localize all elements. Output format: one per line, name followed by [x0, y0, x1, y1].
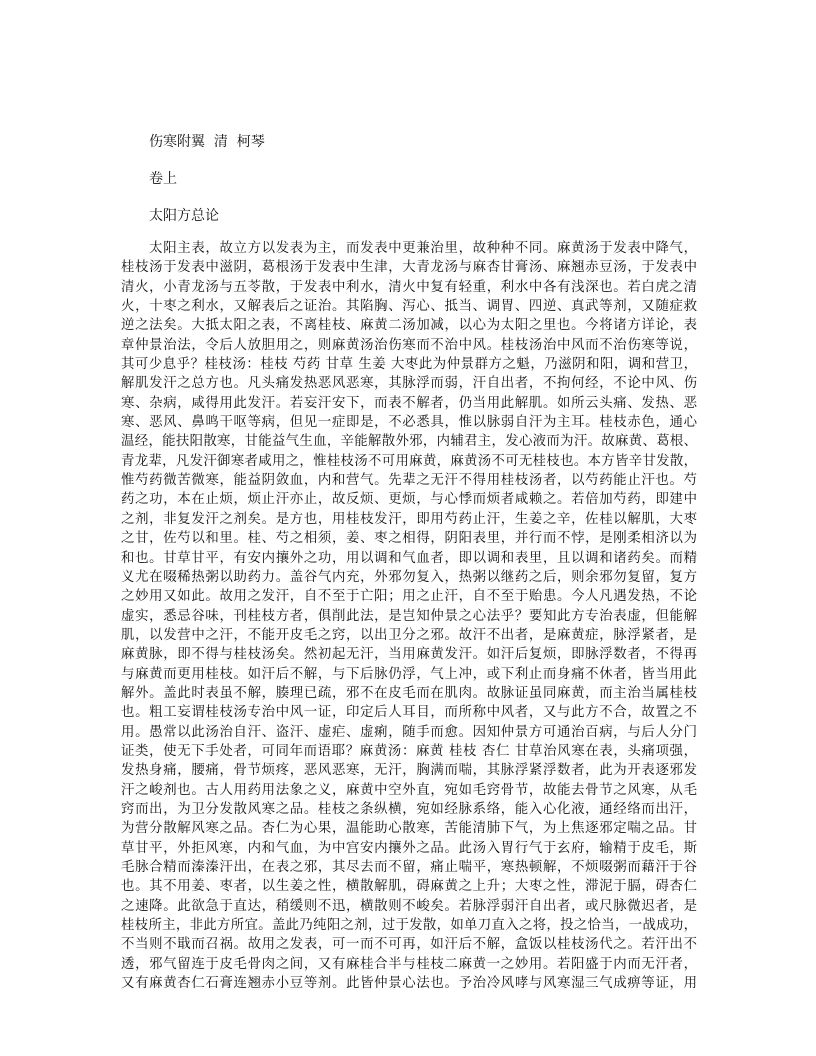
text-line: 和也。甘草甘平，有安内攘外之功，用以调和气血者，即以调和表里，且以调和诸药矣。而精: [121, 550, 697, 566]
text-line: 与麻黄而更用桂枝。如汗后不解，与下后脉仍浮，气上冲，或下利止而身痛不休者，皆当用此: [121, 666, 697, 682]
text-line: 透，邪气留连于皮毛骨肉之间，又有麻桂合半与桂枝二麻黄一之妙用。若阳盛于内而无汗者，: [121, 956, 697, 972]
text-line: 草甘平，外拒风寒，内和气血，为中宫安内攘外之品。此汤入胃行气于玄府，输精于皮毛，斯: [121, 840, 697, 856]
text-line: 肌，以发营中之汗，不能开皮毛之窍，以出卫分之邪。故汗不出者，是麻黄症，脉浮紧者，是: [121, 627, 697, 643]
text-line: 用。愚常以此汤治自汗、盗汗、虚疟、虚痢，随手而愈。因知仲景方可通治百病，与后人分门: [121, 724, 697, 740]
text-line: 寒、恶风、鼻鸣干呕等病，但见一症即是，不必悉具，惟以脉弱自汗为主耳。桂枝赤色，通心: [121, 415, 697, 431]
text-line: 桂枝所主，非此方所宜。盖此乃纯阳之剂，过于发散，如单刀直入之将，投之恰当，一战成功，: [121, 918, 697, 934]
text-line: 也。粗工妄谓桂枝汤专治中风一证，印定后人耳目，而所称中风者，又与此方不合，故置之不: [121, 705, 697, 721]
text-line: 火，十枣之利水，又解表后之证治。其陷胸、泻心、抵当、调胃、四逆、真武等剂，又随症救: [121, 299, 697, 315]
text-line: 之速降。此欲急于直达，稍缓则不迅，横散则不峻矣。若脉浮弱汗自出者，或尺脉微迟者，是: [121, 898, 697, 914]
text-line: 寒、杂病，咸得用此发汗。若妄汗安下，而表不解者，仍当用此解肌。如所云头痛、发热、恶: [121, 395, 697, 411]
body-paragraph: [121, 239, 697, 1013]
text-line: 为营分散解风寒之品。杏仁为心果，温能助心散寒，苦能清肺下气，为上焦逐邪定喘之品。甘: [121, 821, 697, 837]
text-line: 青龙辈，凡发汗御寒者咸用之，惟桂枝汤不可用麻黄，麻黄汤不可无桂枝也。本方皆辛甘发散，: [121, 453, 697, 469]
text-line: 章仲景治法，令后人放胆用之，则麻黄汤治伤寒而不治中风。桂枝汤治中风而不治伤寒等说，: [121, 337, 697, 353]
text-line: 虚实，悉忌谷味，刊桂枝方者，俱削此法，是岂知仲景之心法乎？要知此方专治表虚，但能解: [121, 608, 697, 624]
text-line: 毛脉合精而溱溱汗出，在表之邪，其尽去而不留，痛止喘平，寒热顿解，不烦啜粥而藉汗于谷: [121, 860, 697, 875]
text-line: 清火，小青龙汤与五苓散，于发表中利水，清火中复有轻重，利水中各有浅深也。若白虎之清: [121, 279, 697, 295]
text-line: 逆之法矣。大抵太阳之表，不离桂枝、麻黄二汤加减，以心为太阳之里也。今将诸方详论，表: [121, 318, 697, 334]
text-line: 麻黄脉，即不得与桂枝汤矣。然初起无汗，当用麻黄发汗。如汗后复烦，即脉浮数者，不得再: [121, 647, 697, 663]
text-line: 不当则不戢而召祸。故用之发表，可一而不可再，如汗后不解，盒饭以桂枝汤代之。若汗出不: [121, 937, 697, 953]
text-line: 窍而出，为卫分发散风寒之品。桂枝之条纵横，宛如经脉系络，能入心化液，通经络而出汗，: [121, 801, 697, 817]
text-line: 太阳主表，故立方以发表为主，而发表中更兼治里，故种种不同。麻黄汤于发表中降气，: [121, 241, 697, 256]
text-line: 药之功，本在止烦，烦止汗亦止，故反烦、更烦，与心悸而烦者咸赖之。若倍加芍药，即建中: [121, 492, 697, 508]
text-line: 解外。盖此时表虽不解，腠理已疏，邪不在皮毛而在肌肉。故脉证虽同麻黄，而主治当属桂枝: [121, 685, 697, 701]
text-line: 之甘，佐芍以和里。桂、芍之相须，姜、枣之相得，阴阳表里，并行而不悖，是刚柔相济以为: [121, 531, 697, 547]
text-line: 也。其不用姜、枣者，以生姜之性，横散解肌，碍麻黄之上升；大枣之性，滞泥于膈，碍杏仁: [121, 879, 697, 895]
text-line: 之妙用又如此。故用之发汗，自不至于亡阳；用之止汗，自不至于贻患。今人凡遇发热，不论: [121, 589, 697, 605]
text-line: 又有麻黄杏仁石膏连翘赤小豆等剂。此皆仲景心法也。予治冷风哮与风寒湿三气成痹等证，用: [121, 976, 697, 992]
text-line: [121, 993, 697, 1012]
text-line: 汗之峻剂也。古人用药用法象之义，麻黄中空外直，宛如毛窍骨节，故能去骨节之风寒，从毛: [121, 782, 697, 798]
text-line: 发热身痛，腰痛，骨节烦疼，恶风恶寒，无汗，胸满而喘，其脉浮紧浮数者，此为开表逐邪发: [121, 763, 697, 779]
text-line: 义尤在啜稀热粥以助药力。盖谷气内充，外邪勿复入，热粥以继药之后，则余邪勿复留，复方: [121, 569, 697, 585]
volume-heading: 卷上: [149, 171, 177, 187]
text-line: 温经，能扶阳散寒，甘能益气生血，辛能解散外邪，内辅君主，发心液而为汗。故麻黄、葛根、: [121, 434, 697, 450]
text-line: 证类，使无下手处者，可同年而语耶？麻黄汤：麻黄 桂枝 杏仁 甘草治风寒在表，头痛项强，: [121, 743, 697, 759]
section-title: 太阳方总论: [149, 208, 219, 224]
text-line: 之剂，非复发汗之剂矣。是方也，用桂枝发汗，即用芍药止汗，生姜之辛，佐桂以解肌，大枣: [121, 511, 697, 527]
book-title: 伤寒附翼 清 柯琴: [149, 134, 265, 150]
text-line: 桂枝汤于发表中滋阴，葛根汤于发表中生津，大青龙汤与麻杏甘膏汤、麻翘赤豆汤，于发表中: [121, 260, 697, 276]
text-line: 惟芍药微苦微寒，能益阴敛血，内和营气。先辈之无汗不得用桂枝汤者，以芍药能止汗也。芍: [121, 473, 697, 489]
text-line: 解肌发汗之总方也。凡头痛发热恶风恶寒，其脉浮而弱，汗自出者，不拘何经，不论中风、伤: [121, 376, 697, 392]
text-line: 其可少息乎？桂枝汤：桂枝 芍药 甘草 生姜 大枣此为仲景群方之魁，乃滋阴和阳，调和营卫，: [121, 357, 697, 373]
